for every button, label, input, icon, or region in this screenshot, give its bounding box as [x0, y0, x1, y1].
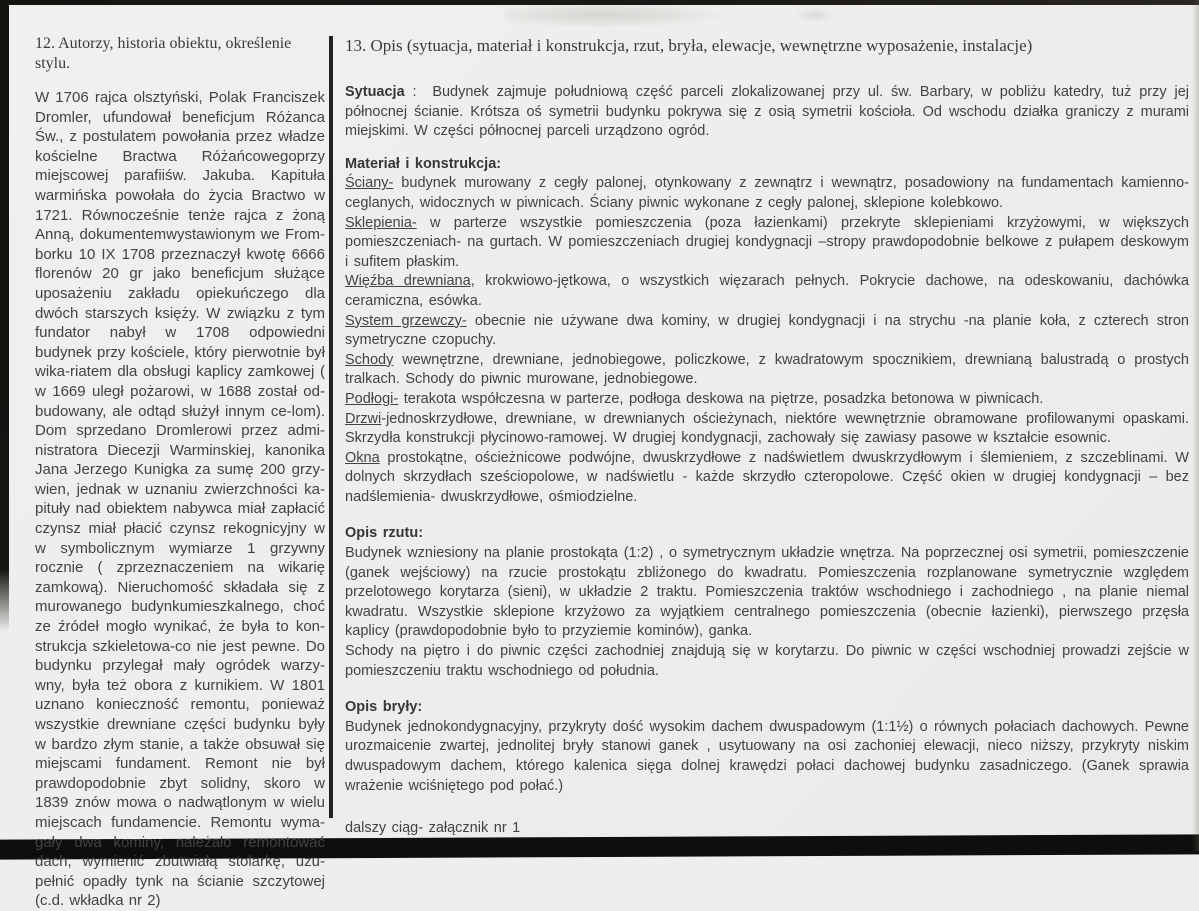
material-item-floors-text: terakota współczesna w parterze, podłoga deskowa na piętrze, posadzka betonowa w piwnicach.	[398, 390, 1044, 407]
section-12-heading: 12. Autorzy, historia obiektu, określenie stylu.	[35, 35, 292, 72]
plan-heading: Opis rzutu:	[345, 525, 424, 542]
material-item-windows-text: prostokątne, ościeżnicowe podwójne, dwuskrzydłowe z nadświetlem dwuskrzydłowym i ślemieniem, z szczeblinami. W dolnych skrzydłach sześciopolowe, w nadświetlu - każde skrzydło czteropolowe. Część okien w drugiej kondygnacji – bez nadślemienia- dwuskrzydłowe, ośmiodzielne.	[345, 449, 1189, 505]
section-12-body: W 1706 rajca olsztyński, Polak Franciszek Dromler, ufundował beneficjum Różanca Św., z postulatem powołania przez władze kościelne Bractwa Różańcowegoprzy miejscowej parafiiśw. Jakuba. Kapituła warmińska powołała do życia Bractwo w 1721. Równocześnie tenże rajca z żoną Anną, dokumentemwystawionym we From-borku 10 IX 1708 przeznaczył kwotę 6666 florenów 20 gr jako beneficjum służące uposażeniu zakładu opiekuńczego dla dwóch starszych księży. W związku z tym fundator nabył w 1708 odpowiedni budynek przy kościele, który pierwotnie był wika-riatem dla obsługi kaplicy zamkowej ( w 1669 uległ pożarowi, w 1688 został od-budowany, ale odtąd służył innym ce-lom). Dom sprzedano Dromlerowi przez admi-nistratora Diecezji Warminskiej, kanonika Jana Jerzego Kunigka za sumę 200 grzy-wien, jednak w uznaniu zwierzchności ka-pituły nad obiektem nabywca miał zapłacić czynsz miał płacić czynsz rekognicyjny w w symbolicznym wymiarze 1 grzywny rocznie ( zprzeznaczeniem na wikarię zamkową). Nieruchomość składała się z murowanego budynkumieszkalnego, choć ze źródeł mogło wynikać, że była to kon-strukcja szkieletowa-co nie jest pewne. Do budynku przylegał mały ogródek warzy-wny, była też obora z kurnikiem. W 1801 uznano konieczność remontu, ponieważ wszystkie drewniane części budynku były w bardzo złym stanie, a także obsuwał się miejscami fundament. Remont nie był prawdopodobnie zbyt solidny, skoro w 1839 znów mowa o nadwątlonym w wielu miejscach fundamencie. Remontu wyma-gały dwa kominy, należało remontować dach, wymienić zbutwiałą stolarkę, uzu-pełnić opadły tynk na ścianie szczytowej (c.d. wkładka nr 2)	[35, 89, 325, 910]
mass-heading: Opis bryły:	[345, 699, 423, 716]
column-divider	[329, 36, 333, 818]
material-item-heating	[345, 312, 1189, 351]
material-item-heating-text: obecnie nie używane dwa kominy, w drugiej kondygnacji i na strychu -na planie koła, z czterech stron symetryczne czopuchy.	[345, 312, 1189, 349]
material-item-stairs-text: wewnętrzne, drewniane, jednobiegowe, policzkowe, z kwadratowym spocznikiem, drewnianą balustradą o prostych tralkach. Schody do piwnic murowane, jednobiegowe.	[345, 351, 1189, 388]
situation-text: Budynek zajmuje południową część parceli zlokalizowanej przy ul. św. Barbary, w pobliżu katedry, tuż przy jej północnej ścianie. Krótsza oś symetrii budynku pokrywa się z osią symetrii kościoła. Od wschodu działka graniczy z murami miejskimi. W części północnej parceli urządzono ogród.	[345, 84, 1189, 140]
material-item-walls-text: budynek murowany z cegły palonej, otynkowany z zewnątrz i wewnątrz, posadowiony na fundamentach kamienno-ceglanych, widocznych w piwnicach. Ściany piwnic wykonane z cegły palonej, sklepione kolebkowo.	[345, 175, 1189, 211]
plan-paragraph-2: Schody na piętro i do piwnic części zachodniej znajdują się w korytarzu. Do piwnic w części wschodniej prowadzi zejście w pomieszczeniu traktu wschodniego od południa.	[345, 643, 1189, 679]
situation-label: Sytuacja	[345, 84, 405, 100]
section-13-column	[345, 36, 1189, 839]
material-item-doors-lead: Drzwi	[345, 410, 382, 427]
scan-edge-left	[0, 0, 9, 632]
material-item-vaults	[345, 214, 1189, 273]
section-13-heading: 13. Opis (sytuacja, materiał i konstrukcja, rzut, bryła, elewacje, wewnętrzne wyposażenie, instalacje)	[345, 36, 1033, 55]
scan-edge-right	[1192, 0, 1199, 851]
mass-paragraph: Budynek jednokondygnacyjny, przykryty dość wysokim dachem dwuspadowym (1:1½) o równych połaciach dachowych. Pewne urozmaicenie zwartej, jednolitej bryły stanowi ganek , usytuowany na osi zachoniej elewacji, nieco niższy, przykryty niskim dwuspadowym dachem, którego kalenica sięga dolnej krawędzi połaci dachowej budynku zasadniczego. (Ganek sprawia wrażenie wciśniętego pod połać.)	[345, 718, 1189, 794]
material-item-roof-truss-text: , krokwiowo-jętkowa, o wszystkich więzarach pełnych. Pokrycie dachowe, na odeskowaniu, dachówka ceramiczna, esówka.	[345, 273, 1189, 309]
situation-paragraph	[345, 83, 1189, 142]
plan-paragraph-1: Budynek wzniesiony na planie prostokąta (1:2) , o symetrycznym układzie wnętrza. Na poprzecznej osi symetrii, pomieszczenie (ganek wejściowy) na rzucie prostokątu zbliżonego do kwadratu. Pomieszczenia rozplanowane symetrycznie względem przelotowego korytarza (sieni), w układzie 2 traktu. Pomieszczenia traktów wschodniego i zachodniego , na planie niemal kwadratu. Wszystkie sklepione krzyżowo za wyjątkiem centralnego pomieszczenia (obecnie łazienki), pierwszego przęsła kaplicy (prawdopodobnie było to przyziemie kominów), ganka.	[345, 545, 1189, 640]
material-item-doors	[345, 410, 1189, 449]
material-item-vaults-text: w parterze wszystkie pomieszczenia (poza łazienkami) przekryte sklepieniami krzyżowymi, w większych pomieszczeniach- na gurtach. W pomieszczeniach drugiej kondygnacji –stropy prawdopodobnie belkowe z pułapem deskowym i sufitem płaskim.	[345, 214, 1189, 270]
material-item-floors	[345, 390, 1189, 410]
section-12-column	[35, 34, 325, 911]
material-item-walls-lead: Ściany-	[345, 175, 394, 192]
material-item-windows	[345, 449, 1189, 508]
material-item-walls	[345, 174, 1189, 213]
material-item-vaults-lead: Sklepienia-	[345, 214, 417, 231]
material-item-heating-lead: System grzewczy-	[345, 312, 467, 329]
material-heading: Materiał i konstrukcja:	[345, 155, 502, 172]
pencil-smudge-small	[795, 8, 835, 22]
material-item-doors-text: -jednoskrzydłowe, drewniane, w drewnianych ościeżynach, niektóre wewnętrznie obramowane profilowanymi opaskami. Skrzydła konstrukcji płycinowo-ramowej. W drugiej kondygnacji, zachowały się zawiasy pasowe w kształcie esownic.	[345, 410, 1189, 447]
material-item-roof-truss-lead: Więźba drewniana	[345, 273, 471, 290]
situation-separator: :	[404, 84, 433, 100]
material-item-stairs	[345, 351, 1189, 390]
pencil-smudge	[505, 3, 720, 27]
continuation-note: dalszy ciąg- załącznik nr 1	[345, 820, 521, 837]
material-item-windows-lead: Okna	[345, 449, 380, 466]
material-item-stairs-lead: Schody	[345, 351, 394, 368]
scan-edge-top	[0, 0, 1199, 5]
material-item-roof-truss	[345, 272, 1189, 311]
material-item-floors-lead: Podłogi-	[345, 390, 399, 407]
